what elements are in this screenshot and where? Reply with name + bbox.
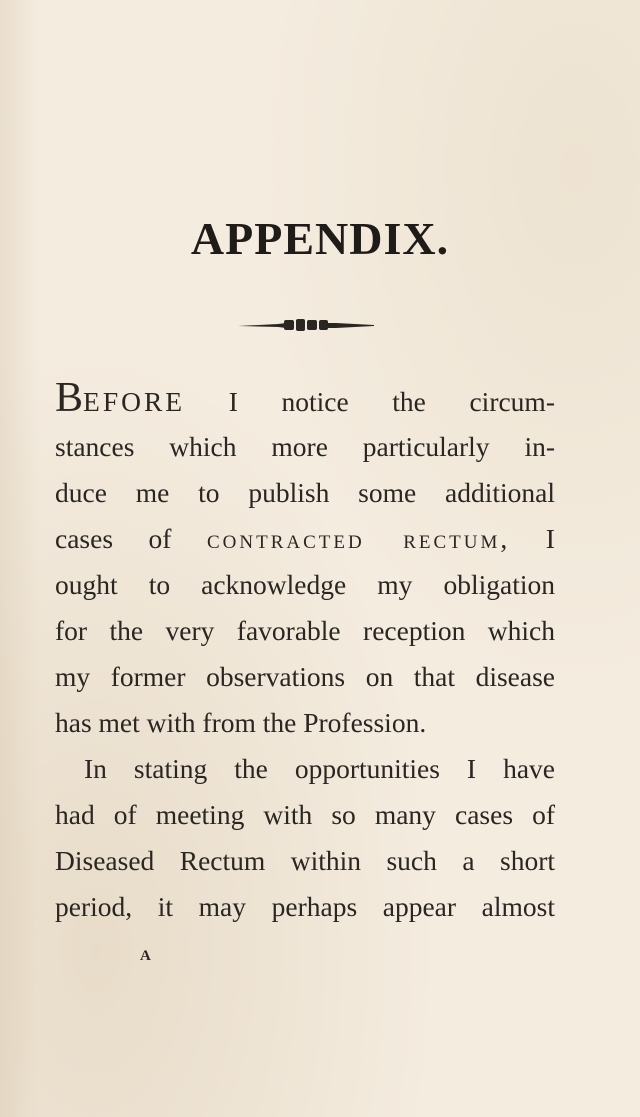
small-caps-phrase: contracted rectum, — [206, 523, 511, 554]
text-line: has met with from the Profession. — [55, 707, 427, 738]
text-line — [55, 516, 555, 562]
text-line: stances which more particularly in- — [55, 431, 555, 462]
body-text — [55, 375, 555, 930]
text-line: In stating the opportunities I have — [84, 753, 555, 784]
text-line: ought to acknowledge my obligation — [55, 569, 555, 600]
text-line: for the very favorable reception which — [55, 615, 555, 646]
text-line — [55, 375, 555, 424]
line-text: I — [510, 523, 555, 554]
signature-mark: A — [140, 948, 151, 964]
text-line: Diseased Rectum within such a short — [55, 845, 555, 876]
drop-cap: B — [55, 375, 84, 421]
text-line: had of meeting with so many cases of — [55, 799, 555, 830]
text-line: period, it may perhaps appear almost — [55, 891, 555, 922]
text-line: duce me to publish some additional — [55, 477, 555, 508]
text-line: my former observations on that disease — [55, 661, 555, 692]
ornament-rule-icon — [238, 318, 374, 332]
line-text: I notice the circum- — [185, 386, 555, 417]
page-title: APPENDIX. — [190, 213, 450, 264]
line-text: cases of — [55, 523, 207, 554]
small-caps-word: EFORE — [83, 386, 186, 417]
